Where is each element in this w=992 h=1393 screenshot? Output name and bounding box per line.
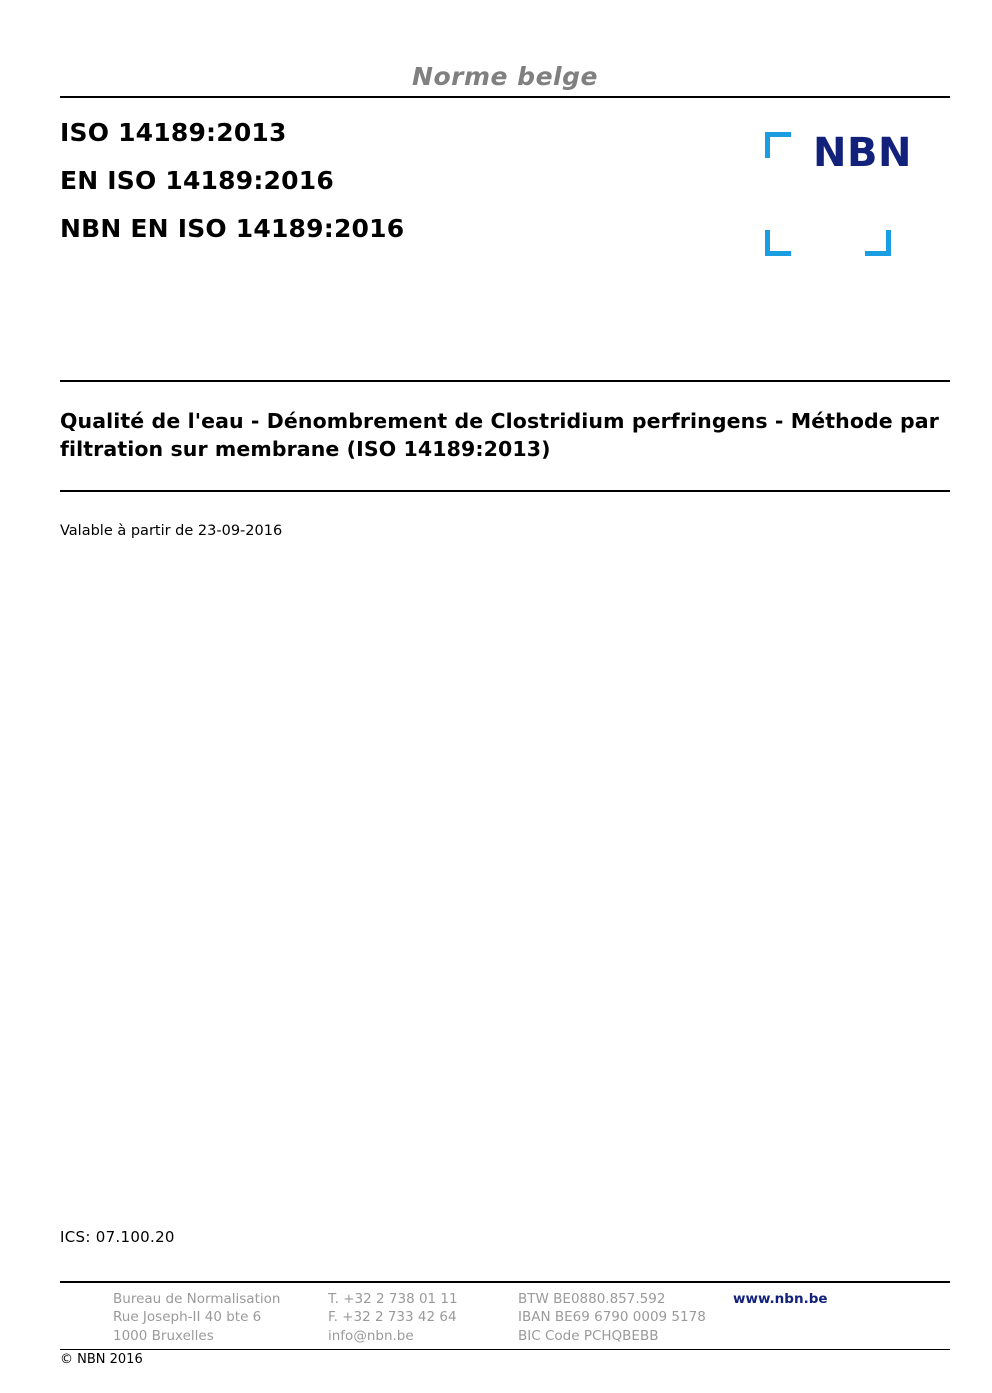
footer-fax-line: F. +32 2 733 42 64 — [328, 1309, 457, 1326]
reference-numbers — [60, 120, 404, 264]
logo-text: NBN — [813, 130, 912, 176]
footer-phone-column — [328, 1290, 518, 1345]
logo-corner-top-left-icon — [765, 132, 791, 158]
footer-address-line: Rue Joseph-II 40 bte 6 — [113, 1309, 262, 1326]
bottom-divider — [60, 1349, 950, 1350]
validity-date: Valable à partir de 23-09-2016 — [60, 522, 283, 539]
copyright-notice: © NBN 2016 — [60, 1352, 143, 1367]
footer-iban-line: IBAN BE69 6790 0009 5178 — [518, 1309, 706, 1326]
footer-bic-line: BIC Code PCHQBEBB — [518, 1327, 659, 1344]
reference-iso: ISO 14189:2013 — [60, 118, 287, 147]
footer-address-line: Bureau de Normalisation — [113, 1291, 281, 1307]
footer-email-link[interactable]: info@nbn.be — [328, 1327, 414, 1344]
footer-contact — [113, 1290, 828, 1345]
nbn-logo — [757, 124, 942, 284]
footer-divider — [60, 1281, 950, 1283]
logo-corner-bottom-left-icon — [765, 230, 791, 256]
footer-bank-column — [518, 1290, 733, 1345]
footer-address-column — [113, 1290, 328, 1345]
logo-corner-bottom-right-icon — [865, 230, 891, 256]
ics-code: ICS: 07.100.20 — [60, 1228, 175, 1246]
reference-block — [60, 98, 950, 284]
document-title: Qualité de l'eau - Dénombrement de Clostridium perfringens - Méthode par filtration sur membrane (ISO 14189:2013) — [60, 409, 939, 462]
footer-phone-line: T. +32 2 738 01 11 — [328, 1291, 458, 1307]
footer-address-line: 1000 Bruxelles — [113, 1327, 214, 1344]
reference-nbn-en-iso: NBN EN ISO 14189:2016 — [60, 214, 405, 243]
reference-en-iso: EN ISO 14189:2016 — [60, 166, 334, 195]
page-content — [60, 0, 950, 1393]
footer-vat-line: BTW BE0880.857.592 — [518, 1291, 666, 1307]
page-header-banner: Norme belge — [412, 62, 598, 91]
footer-website-link[interactable]: www.nbn.be — [733, 1291, 828, 1307]
